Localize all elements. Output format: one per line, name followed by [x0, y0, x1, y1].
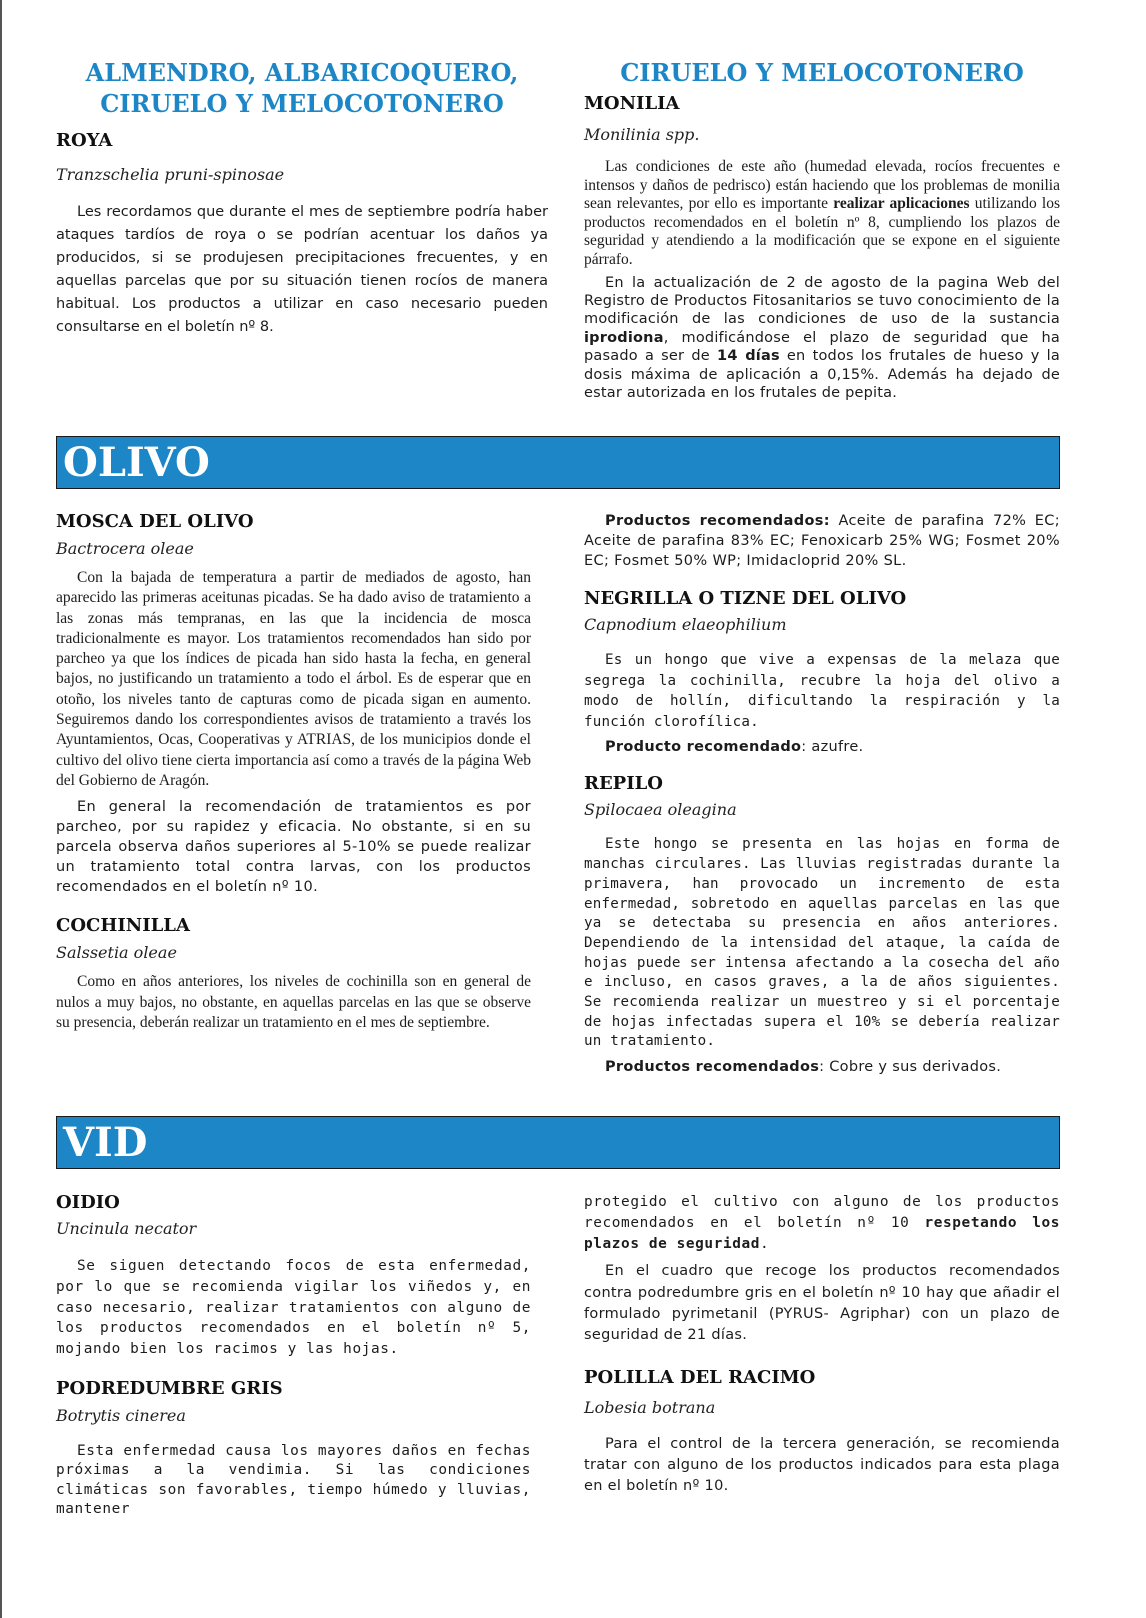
text-negrilla: Es un hongo que vive a expensas de la melaza que segrega la cochinilla, recubre la hoja del olivo a modo de hollín, dificultando la respiración y la función clorofílica. — [584, 652, 1060, 730]
text-cochinilla: Como en años anteriores, los niveles de cochinilla son en general de nulos a muy bajos, no obstante, en aquellas parcelas en las que se observe su presencia, deberán realizar un tratamiento en el mes de septiembre. — [56, 973, 531, 1031]
text-podredumbre-1: Esta enfermedad causa los mayores daños en fechas próximas a la vendimia. Si las condiciones climáticas son favorables, tiempo húmedo y lluvias, mantener — [56, 1442, 531, 1518]
text-oidio: Se siguen detectando focos de esta enfermedad, por lo que se recomienda vigilar los viñedos y, en caso necesario, realizar tratamientos con alguno de los productos recomendados en el boletín nº 5, mojando bien los racimos y las hojas. — [56, 1258, 531, 1358]
mosca-products-label: Productos recomendados: — [605, 513, 830, 529]
text-repilo: Este hongo se presenta en las hojas en forma de manchas circulares. Las lluvias registradas durante la primavera, han provocado un incremento de esta enfermedad, sobretodo en aquellas parcelas en las que ya se detectaba su presencia en años anteriores. Dependiendo de la intensidad del ataque, la caída de hojas puede ser intensa afectando a la cosecha del año e incluso, en casos graves, a la de años siguientes. Se recomienda realizar un muestreo y si el porcentaje de hojas infectadas supera el 10% se debería realizar un tratamiento. — [584, 836, 1060, 1050]
vid-left-column — [56, 1190, 531, 1520]
text-mosca-1: Con la bajada de temperatura a partir de mediados de agosto, han aparecido las primeras aceitunas picadas. Se ha dado aviso de tratamiento a las zonas más tempranas, en las que la incidencia de mosca tradicionalmente es mayor. Los tratamientos recomendados han sido por parcheo ya que los índices de picada han sido hasta la fecha, en general bajos, no justificando un tratamiento a todo el árbol. Es de esperar que en otoño, los niveles tanto de capturas como de picada sigan en aumento. Seguiremos dando los correspondientes avisos de tratamiento a través los Ayuntamientos, Ocas, Cooperativas y ATRIAS, de los municipios donde el cultivo del olivo tiene cierta importancia así como a través de la página Web del Gobierno de Aragón. — [56, 569, 531, 789]
text-polilla: Para el control de la tercera generación, se recomienda tratar con alguno de los productos indicados para esta plaga en el boletín nº 10. — [584, 1435, 1060, 1495]
text-roya: Les recordamos que durante el mes de septiembre podría haber ataques tardíos de roya o se podrían acentuar los daños ya producidos, si se produjesen precipitaciones frecuentes, y en aquellas parcelas que por su situación tienen rocíos de manera habitual. Los productos a utilizar en caso necesario pueden consultarse en el boletín nº 8. — [56, 204, 548, 335]
vid-right-column — [584, 1192, 1060, 1497]
heading-podredumbre: PODREDUMBRE GRIS — [56, 1377, 283, 1399]
text-mosca-products: Productos recomendados: Aceite de parafina 72% EC; Aceite de parafina 83% EC; Fenoxicarb 25% WG; Fosmet 20% EC; Fosmet 50% WP; Imidacloprid 20% SL. — [584, 513, 1061, 569]
text-monilia-2: En la actualización de 2 de agosto de la pagina Web del Registro de Productos Fitosanitarios se tuvo conocimiento de la modificación de las condiciones de uso de la sustancia iprodiona, modificándose el plazo de seguridad que ha pasado a ser de 14 días en todos los frutales de hueso y la dosis máxima de aplicación a 0,15%. Además ha dejado de estar autorizada en los frutales de pepita. — [584, 274, 1060, 401]
scientific-podredumbre: Botrytis cinerea — [56, 1405, 186, 1425]
banner-olivo-label: OLIVO — [63, 439, 210, 486]
olivo-right-column — [584, 512, 1060, 1077]
heading-mosca-olivo: MOSCA DEL OLIVO — [56, 511, 254, 532]
heading-oidio: OIDIO — [56, 1192, 120, 1213]
heading-monilia: MONILIA — [584, 93, 680, 114]
section-title-ciruelo: CIRUELO Y MELOCOTONERO — [620, 58, 1024, 87]
text-podredumbre-2: En el cuadro que recoge los productos recomendados contra podredumbre gris en el boletín nº 10 hay que añadir el formulado pyrimetanil (PYRUS- Agriphar) con un plazo de seguridad de 21 días. — [584, 1263, 1060, 1344]
text-monilia-1: Las condiciones de este año (humedad elevada, rocíos frecuentes e intensos y daños de pedrisco) están haciendo que los problemas de monilia sean relevantes, por ello es importante realizar aplicaciones utilizando los productos recomendados en el boletín nº 8, cumpliendo los plazos de seguridad y atendiendo a la modificación que se expone en el siguiente párrafo. — [584, 158, 1060, 268]
heading-negrilla: NEGRILLA O TIZNE DEL OLIVO — [584, 588, 907, 610]
section-title-almendro: ALMENDRO, ALBARICOQUERO, CIRUELO Y MELOCOTONERO — [85, 58, 519, 118]
text-mosca-2: En general la recomendación de tratamientos es por parcheo, por su rapidez y eficacia. No obstante, si en su parcela observa daños superiores al 5-10% se puede realizar un tratamiento total contra larvas, con los productos recomendados en el boletín nº 10. — [56, 799, 531, 896]
text-podredumbre-cont: protegido el cultivo con alguno de los productos recomendados en el boletín nº 10 respetando los plazos de seguridad. — [584, 1194, 1060, 1252]
scientific-cochinilla: Salssetia oleae — [56, 943, 177, 963]
scientific-monilia: Monilinia spp. — [584, 125, 700, 144]
banner-vid-label: VID — [63, 1119, 148, 1166]
page-left-border — [0, 0, 2, 1618]
olivo-left-column — [56, 509, 531, 1033]
section-almendro — [56, 57, 548, 339]
scientific-negrilla: Capnodium elaeophilium — [584, 615, 787, 635]
banner-olivo — [56, 436, 1060, 489]
banner-vid — [56, 1116, 1060, 1169]
scientific-oidio: Uncinula necator — [56, 1219, 197, 1238]
text-repilo-products: Productos recomendados: Cobre y sus derivados. — [605, 1059, 1002, 1076]
heading-cochinilla: COCHINILLA — [56, 915, 190, 937]
section-ciruelo — [584, 57, 1060, 402]
heading-repilo: REPILO — [584, 773, 663, 795]
scientific-repilo: Spilocaea oleagina — [584, 800, 737, 820]
scientific-mosca-olivo: Bactrocera oleae — [56, 539, 194, 558]
scientific-polilla: Lobesia botrana — [584, 1397, 716, 1417]
heading-roya: ROYA — [56, 130, 113, 151]
text-negrilla-product: Producto recomendado: azufre. — [605, 739, 864, 756]
scientific-roya: Tranzschelia pruni-spinosae — [56, 165, 285, 184]
heading-polilla: POLILLA DEL RACIMO — [584, 1366, 816, 1388]
